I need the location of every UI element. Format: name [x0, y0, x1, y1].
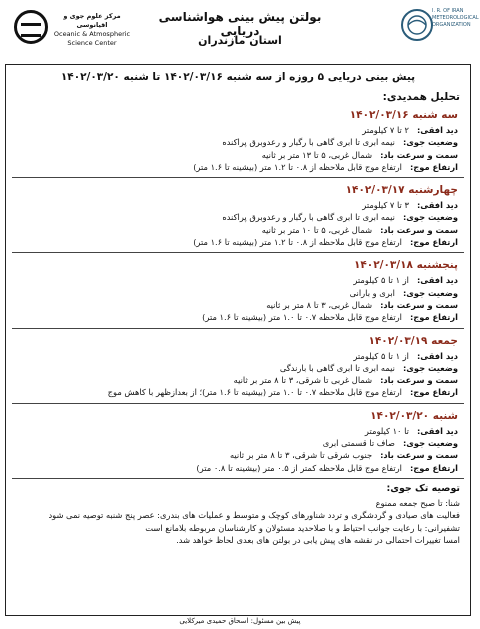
visibility-row: [16, 124, 458, 136]
meteorology-icon: [400, 8, 434, 42]
visibility-label: دید افقی:: [416, 425, 458, 436]
day-list: [6, 105, 470, 479]
day-date: چهارشنبه ۱۴۰۲/۰۳/۱۷: [345, 184, 458, 197]
wind-value: شمال غربی، ۵ تا ۱۳ متر بر ثانیه: [261, 149, 373, 160]
advice-title: توصیه تک جوی:: [386, 482, 460, 494]
weather-label: وضعیت جوی:: [402, 287, 458, 298]
weather-row: [16, 136, 458, 148]
forecast-period: پیش بینی دریایی ۵ روزه از سه شنبه ۱۴۰۲/۰۳/۱۶ تا شنبه ۱۴۰۲/۰۳/۲۰: [60, 71, 416, 83]
day-date: شنبه ۱۴۰۲/۰۳/۲۰: [370, 409, 458, 422]
visibility-value: از ۱ تا ۵ کیلومتر: [353, 350, 409, 361]
logo-text-en-2: Science Center: [67, 39, 117, 47]
visibility-value: از ۱ تا ۵ کیلومتر: [353, 275, 409, 286]
weather-value: نیمه ابری تا ابری گاهی با رگبار و رعدوبرق پراکنده: [222, 212, 395, 223]
day-forecast: [12, 255, 464, 328]
wind-row: [16, 299, 458, 311]
visibility-row: [16, 350, 458, 362]
visibility-label: دید افقی:: [416, 350, 458, 361]
visibility-row: [16, 274, 458, 286]
wave-icon: [14, 10, 48, 44]
meteo-logo-line-2: METEOROLOGICAL: [432, 15, 479, 21]
wave-label: ارتفاع موج:: [409, 237, 458, 248]
day-forecast: [12, 406, 464, 479]
wind-label: سمت و سرعت باد:: [380, 450, 458, 461]
wind-value: شمال غربی، ۵ تا ۱۰ متر بر ثانیه: [261, 224, 373, 235]
wave-value: ارتفاع موج قابل ملاحظه ۰.۷ تا ۱.۰ متر (بیشینه تا ۱.۶ متر): [202, 312, 402, 323]
visibility-value: ۲ تا ۷ کیلومتر: [362, 125, 409, 135]
wind-value: شمال غربی تا شرقی، ۳ تا ۸ متر بر ثانیه: [233, 375, 373, 386]
wind-label: سمت و سرعت باد:: [380, 299, 458, 310]
visibility-label: دید افقی:: [416, 275, 458, 286]
weather-value: ابری و بارانی: [349, 287, 395, 298]
wave-value: ارتفاع موج قابل ملاحظه از ۰.۸ تا ۱.۲ متر (بیشینه تا ۱.۶ متر): [193, 237, 402, 248]
day-forecast: [12, 180, 464, 253]
wind-label: سمت و سرعت باد:: [380, 224, 458, 235]
weather-value: صاف تا قسمتی ابری: [322, 438, 395, 449]
visibility-row: [16, 199, 458, 211]
meteo-logo-line-3: ORGANIZATION: [432, 22, 471, 28]
wave-row: [16, 236, 458, 248]
visibility-row: [16, 425, 458, 437]
visibility-label: دید افقی:: [416, 125, 458, 135]
visibility-value: ۳ تا ۷ کیلومتر: [362, 200, 409, 211]
advice-section: [16, 483, 460, 547]
day-forecast: [12, 105, 464, 178]
wind-row: [16, 374, 458, 386]
bulletin-title: بولتن پیش بینی هواشناسی دریایی: [158, 10, 322, 38]
meteo-logo-line-1: I. R. OF IRAN: [432, 8, 464, 14]
wave-row: [16, 462, 458, 474]
wave-row: [16, 386, 458, 398]
forecast-box: [5, 64, 471, 616]
logo-text-en-1: Oceanic & Atmospheric: [53, 30, 131, 38]
advice-line: فعالیت های صیادی و گردشگری و تردد شناورهای کوچک و متوسط و عملیات های بندری: عصر پنج شنبه توصیه نمی شود: [48, 510, 460, 521]
advice-line: شنا: تا صبح جمعه ممنوع: [375, 497, 460, 508]
wave-label: ارتفاع موج:: [409, 462, 458, 473]
weather-label: وضعیت جوی:: [402, 362, 458, 373]
weather-label: وضعیت جوی:: [402, 212, 458, 223]
wind-value: جنوب شرقی تا شرقی، ۳ تا ۸ متر بر ثانیه: [229, 450, 373, 461]
weather-row: [16, 211, 458, 223]
wave-label: ارتفاع موج:: [409, 312, 458, 323]
meteo-logo-text: [432, 8, 479, 29]
wave-label: ارتفاع موج:: [409, 161, 458, 172]
advice-line: تشفیرانی: با رعایت جوانب احتیاط و با صلاحدید مسئولان و کارشناسان مربوطه بلامانع است: [145, 522, 460, 533]
synoptic-analysis-title: تحلیل همدیدی:: [382, 91, 460, 103]
wave-value: ارتفاع موج قابل ملاحظه کمتر از ۰.۵ متر (بیشینه تا ۰.۸ متر): [196, 462, 402, 473]
wave-label: ارتفاع موج:: [409, 387, 458, 398]
ocean-atmosphere-logo: [6, 8, 131, 58]
wave-value: ارتفاع موج قابل ملاحظه ۰.۷ تا ۱.۰ متر (بیشینه تا ۱.۶ متر)؛ از بعدازظهر با کاهش موج: [107, 387, 402, 398]
wave-row: [16, 311, 458, 323]
weather-value: نیمه ابری تا ابری گاهی با بارندگی: [279, 362, 395, 373]
visibility-label: دید افقی:: [416, 200, 458, 211]
weather-row: [16, 437, 458, 449]
wave-value: ارتفاع موج قابل ملاحظه از ۰.۸ تا ۱.۲ متر (بیشینه تا ۱.۶ متر): [193, 161, 402, 172]
advice-line: امسا تغییرات احتمالی در نقشه های پیش یابی در بولتن های بعدی لحاظ خواهد شد.: [176, 535, 460, 546]
wind-row: [16, 224, 458, 236]
wind-row: [16, 149, 458, 161]
weather-label: وضعیت جوی:: [402, 137, 458, 148]
weather-value: نیمه ابری تا ابری گاهی با رگبار و رعدوبرق پراکنده: [222, 137, 395, 148]
wind-label: سمت و سرعت باد:: [380, 149, 458, 160]
forecaster-footer: پیش بین مسئول: اسحاق حمیدی میرکلایی: [179, 617, 301, 625]
region-title: استان مازندران: [198, 34, 282, 47]
weather-row: [16, 362, 458, 374]
weather-row: [16, 287, 458, 299]
wind-row: [16, 449, 458, 461]
day-forecast: [12, 331, 464, 404]
day-date: پنجشنبه ۱۴۰۲/۰۳/۱۸: [353, 259, 458, 272]
wave-row: [16, 161, 458, 173]
logo-text-fa: مرکز علوم جوی و اقیانوسی: [63, 12, 121, 29]
logo-text: [52, 12, 132, 48]
wind-value: شمال غربی، ۳ تا ۸ متر بر ثانیه: [266, 299, 373, 310]
visibility-value: تا ۱۰ کیلومتر: [364, 425, 409, 436]
weather-label: وضعیت جوی:: [402, 438, 458, 449]
day-date: جمعه ۱۴۰۲/۰۳/۱۹: [368, 334, 458, 347]
wind-label: سمت و سرعت باد:: [380, 375, 458, 386]
day-date: سه شنبه ۱۴۰۲/۰۳/۱۶: [349, 109, 458, 121]
meteorological-org-logo: [400, 6, 479, 58]
header: [0, 0, 480, 64]
